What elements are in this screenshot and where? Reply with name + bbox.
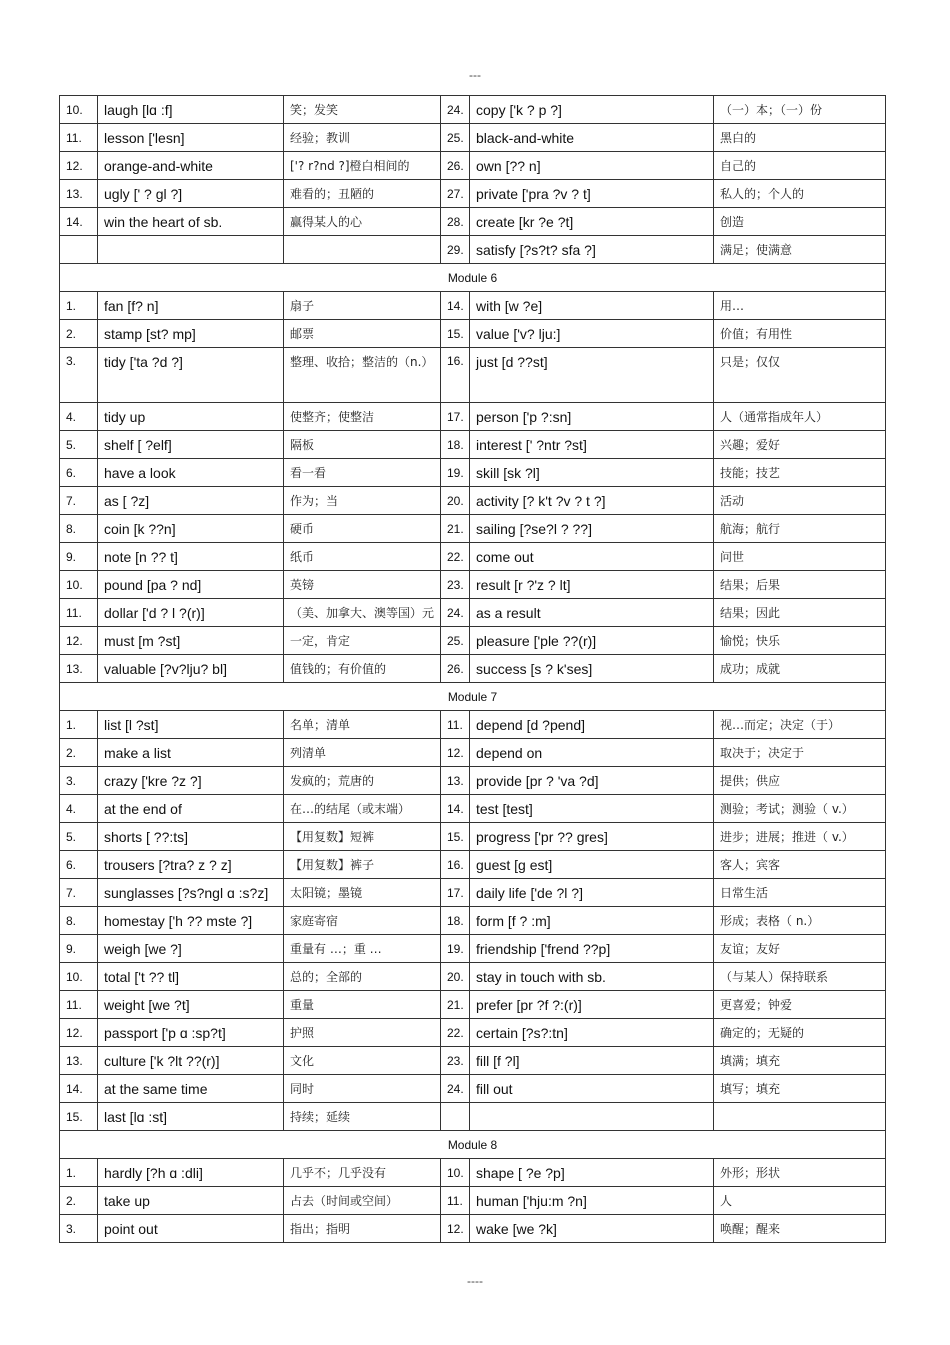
left-entry-number: 3. (60, 1215, 98, 1243)
right-entry-number: 25. (441, 627, 470, 655)
table-row (60, 459, 886, 487)
right-entry-number: 29. (441, 236, 470, 264)
left-entry-meaning: 【用复数】裤子 (284, 851, 441, 879)
left-entry-meaning: 发疯的；荒唐的 (284, 767, 441, 795)
right-entry-word: certain [?s?:tn] (470, 1019, 714, 1047)
left-entry-number: 4. (60, 795, 98, 823)
right-entry-word: success [s ? k'ses] (470, 655, 714, 683)
table-row (60, 348, 886, 403)
table-row (60, 543, 886, 571)
right-entry-number: 15. (441, 320, 470, 348)
left-entry-word: lesson ['lesn] (98, 124, 284, 152)
table-row (60, 851, 886, 879)
left-entry-meaning: 名单；清单 (284, 711, 441, 739)
right-entry-word: private ['pra ?v ? t] (470, 180, 714, 208)
right-entry-word: create [kr ?e ?t] (470, 208, 714, 236)
right-entry-word: daily life ['de ?l ?] (470, 879, 714, 907)
right-entry-meaning: 取决于；决定于 (714, 739, 886, 767)
left-entry-meaning: 同时 (284, 1075, 441, 1103)
left-entry-meaning: 护照 (284, 1019, 441, 1047)
right-entry-word: sailing [?se?l ? ??] (470, 515, 714, 543)
left-entry-number: 6. (60, 459, 98, 487)
left-entry-number: 1. (60, 711, 98, 739)
left-entry-word: homestay ['h ?? mste ?] (98, 907, 284, 935)
right-entry-number (441, 1103, 470, 1131)
right-entry-word: prefer [pr ?f ?:(r)] (470, 991, 714, 1019)
right-entry-number: 26. (441, 152, 470, 180)
left-entry-meaning: 整理、收拾；整洁的（n.） (284, 348, 441, 403)
right-entry-word: form [f ? :m] (470, 907, 714, 935)
table-row (60, 991, 886, 1019)
table-row (60, 599, 886, 627)
right-entry-number: 14. (441, 795, 470, 823)
left-entry-word: coin [k ??n] (98, 515, 284, 543)
left-entry-meaning: 邮票 (284, 320, 441, 348)
left-entry-number: 13. (60, 1047, 98, 1075)
left-entry-word: fan [f? n] (98, 292, 284, 320)
page-mark-bottom: ---- (467, 1274, 483, 1288)
right-entry-word: progress ['pr ?? ɡres] (470, 823, 714, 851)
right-entry-number: 16. (441, 348, 470, 403)
left-entry-number: 9. (60, 935, 98, 963)
right-entry-word: activity [? k't ?v ? t ?] (470, 487, 714, 515)
right-entry-meaning: 创造 (714, 208, 886, 236)
right-entry-word: as a result (470, 599, 714, 627)
right-entry-word: provide [pr ? 'va ?d] (470, 767, 714, 795)
right-entry-word: guest [ɡ est] (470, 851, 714, 879)
right-entry-number: 16. (441, 851, 470, 879)
left-entry-number: 13. (60, 180, 98, 208)
left-entry-number: 1. (60, 1159, 98, 1187)
right-entry-number: 11. (441, 1187, 470, 1215)
right-entry-word: with [w ?e] (470, 292, 714, 320)
right-entry-number: 12. (441, 739, 470, 767)
left-entry-meaning: 指出；指明 (284, 1215, 441, 1243)
right-entry-number: 21. (441, 515, 470, 543)
left-entry-word: trousers [?tra? z ? z] (98, 851, 284, 879)
table-row (60, 739, 886, 767)
left-entry-meaning: 重量有 …；重 … (284, 935, 441, 963)
right-entry-word: value ['v? lju:] (470, 320, 714, 348)
right-entry-meaning: 人 (714, 1187, 886, 1215)
right-entry-meaning: 愉悦；快乐 (714, 627, 886, 655)
left-entry-meaning: 经验；教训 (284, 124, 441, 152)
right-entry-number: 19. (441, 935, 470, 963)
left-entry-word: culture ['k ?lt ??(r)] (98, 1047, 284, 1075)
table-row (60, 320, 886, 348)
left-entry-word: valuable [?v?lju? bl] (98, 655, 284, 683)
right-entry-word: just [d ??st] (470, 348, 714, 403)
right-entry-number: 10. (441, 1159, 470, 1187)
right-entry-meaning: 黑白的 (714, 124, 886, 152)
right-entry-word: copy ['k ? p ?] (470, 96, 714, 124)
left-entry-number: 6. (60, 851, 98, 879)
table-row (60, 935, 886, 963)
left-entry-word: tidy ['ta ?d ?] (98, 348, 284, 403)
left-entry-word: as [ ?z] (98, 487, 284, 515)
right-entry-word: depend [d ?pend] (470, 711, 714, 739)
left-entry-word: sunglasses [?s?ngl ɑ :s?z] (98, 879, 284, 907)
right-entry-number: 23. (441, 1047, 470, 1075)
right-entry-meaning: 形成；表格（ n.） (714, 907, 886, 935)
table-row (60, 1159, 886, 1187)
left-entry-number: 7. (60, 487, 98, 515)
right-entry-meaning: 外形；形状 (714, 1159, 886, 1187)
left-entry-word (98, 236, 284, 264)
left-entry-word: have a look (98, 459, 284, 487)
left-entry-number: 11. (60, 599, 98, 627)
right-entry-meaning: 自己的 (714, 152, 886, 180)
table-row (60, 655, 886, 683)
left-entry-meaning: 在…的结尾（或末端） (284, 795, 441, 823)
table-row (60, 487, 886, 515)
right-entry-meaning: 只是；仅仅 (714, 348, 886, 403)
left-entry-word: dollar ['d ? l ?(r)] (98, 599, 284, 627)
left-entry-meaning: 占去（时间或空间） (284, 1187, 441, 1215)
left-entry-number: 15. (60, 1103, 98, 1131)
table-row (60, 1103, 886, 1131)
module-header-row (60, 264, 886, 292)
left-entry-number: 12. (60, 152, 98, 180)
right-entry-word: own [?? n] (470, 152, 714, 180)
left-entry-word: crazy ['kre ?z ?] (98, 767, 284, 795)
right-entry-meaning (714, 1103, 886, 1131)
left-entry-word: weigh [we ?] (98, 935, 284, 963)
right-entry-meaning: 填满；填充 (714, 1047, 886, 1075)
table-row (60, 236, 886, 264)
left-entry-meaning: 笑；发笑 (284, 96, 441, 124)
right-entry-meaning: 填写；填充 (714, 1075, 886, 1103)
left-entry-number: 9. (60, 543, 98, 571)
right-entry-word (470, 1103, 714, 1131)
right-entry-number: 13. (441, 767, 470, 795)
left-entry-number: 11. (60, 991, 98, 1019)
right-entry-meaning: 私人的；个人的 (714, 180, 886, 208)
module-header-row (60, 683, 886, 711)
table-row (60, 879, 886, 907)
right-entry-meaning: 确定的；无疑的 (714, 1019, 886, 1047)
right-entry-word: satisfy [?s?t? sfa ?] (470, 236, 714, 264)
right-entry-number: 22. (441, 543, 470, 571)
left-entry-meaning: 重量 (284, 991, 441, 1019)
table-row (60, 795, 886, 823)
left-entry-meaning: 【用复数】短裤 (284, 823, 441, 851)
left-entry-word: ugly [' ? ɡl ?] (98, 180, 284, 208)
table-row (60, 907, 886, 935)
left-entry-number: 8. (60, 515, 98, 543)
left-entry-word: point out (98, 1215, 284, 1243)
left-entry-meaning: 持续；延续 (284, 1103, 441, 1131)
table-row (60, 1187, 886, 1215)
right-entry-word: skill [sk ?l] (470, 459, 714, 487)
right-entry-word: pleasure ['ple ??(r)] (470, 627, 714, 655)
right-entry-number: 24. (441, 96, 470, 124)
right-entry-number: 17. (441, 403, 470, 431)
left-entry-meaning: 几乎不；几乎没有 (284, 1159, 441, 1187)
right-entry-word: human ['hju:m ?n] (470, 1187, 714, 1215)
table-row (60, 571, 886, 599)
left-entry-word: note [n ?? t] (98, 543, 284, 571)
left-entry-word: at the same time (98, 1075, 284, 1103)
left-entry-word: win the heart of sb. (98, 208, 284, 236)
right-entry-meaning: 唤醒；醒来 (714, 1215, 886, 1243)
left-entry-number: 1. (60, 292, 98, 320)
right-entry-number: 23. (441, 571, 470, 599)
right-entry-meaning: 满足；使满意 (714, 236, 886, 264)
right-entry-meaning: 用… (714, 292, 886, 320)
table-row (60, 1215, 886, 1243)
right-entry-word: test [test] (470, 795, 714, 823)
table-row (60, 627, 886, 655)
right-entry-number: 12. (441, 1215, 470, 1243)
right-entry-number: 20. (441, 963, 470, 991)
right-entry-meaning: 价值；有用性 (714, 320, 886, 348)
left-entry-meaning: （美、加拿大、澳等国）元 (284, 599, 441, 627)
right-entry-word: friendship ['frend ??p] (470, 935, 714, 963)
left-entry-number: 14. (60, 208, 98, 236)
right-entry-meaning: 提供；供应 (714, 767, 886, 795)
right-entry-meaning: 视…而定；决定（于） (714, 711, 886, 739)
right-entry-number: 20. (441, 487, 470, 515)
left-entry-word: pound [pa ? nd] (98, 571, 284, 599)
left-entry-number: 10. (60, 571, 98, 599)
right-entry-meaning: 活动 (714, 487, 886, 515)
right-entry-number: 24. (441, 599, 470, 627)
left-entry-meaning: 难看的；丑陋的 (284, 180, 441, 208)
left-entry-number: 4. (60, 403, 98, 431)
right-entry-meaning: 更喜爱；钟爱 (714, 991, 886, 1019)
left-entry-meaning: 使整齐；使整洁 (284, 403, 441, 431)
right-entry-meaning: （与某人）保持联系 (714, 963, 886, 991)
left-entry-word: passport ['p ɑ :sp?t] (98, 1019, 284, 1047)
left-entry-number: 5. (60, 823, 98, 851)
module-title: Module 6 (60, 264, 886, 292)
right-entry-number: 17. (441, 879, 470, 907)
right-entry-meaning: 结果；因此 (714, 599, 886, 627)
right-entry-word: fill out (470, 1075, 714, 1103)
right-entry-word: stay in touch with sb. (470, 963, 714, 991)
right-entry-meaning: 问世 (714, 543, 886, 571)
left-entry-number (60, 236, 98, 264)
left-entry-number: 2. (60, 1187, 98, 1215)
table-row (60, 823, 886, 851)
module-title: Module 7 (60, 683, 886, 711)
right-entry-number: 15. (441, 823, 470, 851)
right-entry-meaning: 航海；航行 (714, 515, 886, 543)
right-entry-number: 21. (441, 991, 470, 1019)
left-entry-word: take up (98, 1187, 284, 1215)
left-entry-word: must [m ?st] (98, 627, 284, 655)
left-entry-word: shorts [ ??:ts] (98, 823, 284, 851)
left-entry-meaning: 文化 (284, 1047, 441, 1075)
left-entry-word: stamp [st? mp] (98, 320, 284, 348)
left-entry-word: make a list (98, 739, 284, 767)
left-entry-word: hardly [?h ɑ :dli] (98, 1159, 284, 1187)
right-entry-word: come out (470, 543, 714, 571)
right-entry-word: black-and-white (470, 124, 714, 152)
left-entry-number: 8. (60, 907, 98, 935)
table-row (60, 124, 886, 152)
left-entry-number: 2. (60, 320, 98, 348)
left-entry-word: weight [we ?t] (98, 991, 284, 1019)
left-entry-meaning: 太阳镜；墨镜 (284, 879, 441, 907)
table-row (60, 963, 886, 991)
right-entry-number: 24. (441, 1075, 470, 1103)
left-entry-meaning: 家庭寄宿 (284, 907, 441, 935)
right-entry-meaning: 技能；技艺 (714, 459, 886, 487)
left-entry-number: 10. (60, 963, 98, 991)
left-entry-word: orange-and-white (98, 152, 284, 180)
left-entry-number: 3. (60, 767, 98, 795)
left-entry-number: 2. (60, 739, 98, 767)
table-row (60, 1019, 886, 1047)
left-entry-number: 12. (60, 1019, 98, 1047)
right-entry-number: 14. (441, 292, 470, 320)
left-entry-word: list [l ?st] (98, 711, 284, 739)
right-entry-word: shape [ ?e ?p] (470, 1159, 714, 1187)
left-entry-meaning: 隔板 (284, 431, 441, 459)
page-mark-top: --- (469, 68, 481, 82)
table-row (60, 180, 886, 208)
right-entry-number: 18. (441, 431, 470, 459)
left-entry-number: 7. (60, 879, 98, 907)
right-entry-number: 22. (441, 1019, 470, 1047)
module-header-row (60, 1131, 886, 1159)
left-entry-meaning: 一定，肯定 (284, 627, 441, 655)
left-entry-meaning: 总的；全部的 (284, 963, 441, 991)
table-row (60, 152, 886, 180)
left-entry-word: last [lɑ :st] (98, 1103, 284, 1131)
left-entry-meaning: 看一看 (284, 459, 441, 487)
right-entry-number: 25. (441, 124, 470, 152)
table-row (60, 1047, 886, 1075)
left-entry-meaning: ['? r?nd ?]橙白相间的 (284, 152, 441, 180)
right-entry-word: depend on (470, 739, 714, 767)
right-entry-meaning: （一）本；（一）份 (714, 96, 886, 124)
left-entry-number: 14. (60, 1075, 98, 1103)
right-entry-word: interest [' ?ntr ?st] (470, 431, 714, 459)
left-entry-word: total ['t ?? tl] (98, 963, 284, 991)
left-entry-number: 11. (60, 124, 98, 152)
table-row (60, 515, 886, 543)
table-row (60, 208, 886, 236)
left-entry-number: 5. (60, 431, 98, 459)
right-entry-meaning: 日常生活 (714, 879, 886, 907)
table-row (60, 292, 886, 320)
right-entry-meaning: 客人；宾客 (714, 851, 886, 879)
right-entry-meaning: 人（通常指成年人） (714, 403, 886, 431)
right-entry-word: fill [f ?l] (470, 1047, 714, 1075)
left-entry-meaning: 扇子 (284, 292, 441, 320)
left-entry-meaning: 英镑 (284, 571, 441, 599)
left-entry-number: 3. (60, 348, 98, 403)
table-row (60, 1075, 886, 1103)
vocabulary-table (59, 95, 886, 1243)
left-entry-meaning: 硬币 (284, 515, 441, 543)
table-row (60, 96, 886, 124)
right-entry-word: person ['p ?:sn] (470, 403, 714, 431)
module-title: Module 8 (60, 1131, 886, 1159)
right-entry-meaning: 结果；后果 (714, 571, 886, 599)
right-entry-number: 27. (441, 180, 470, 208)
left-entry-meaning: 作为；当 (284, 487, 441, 515)
left-entry-number: 13. (60, 655, 98, 683)
left-entry-meaning: 列清单 (284, 739, 441, 767)
right-entry-meaning: 友谊；友好 (714, 935, 886, 963)
left-entry-meaning: 值钱的；有价值的 (284, 655, 441, 683)
table-row (60, 431, 886, 459)
left-entry-word: laugh [lɑ :f] (98, 96, 284, 124)
left-entry-word: at the end of (98, 795, 284, 823)
right-entry-number: 28. (441, 208, 470, 236)
table-row (60, 767, 886, 795)
right-entry-meaning: 测验；考试；测验（ v.） (714, 795, 886, 823)
right-entry-word: result [r ?'z ? lt] (470, 571, 714, 599)
left-entry-number: 12. (60, 627, 98, 655)
right-entry-number: 19. (441, 459, 470, 487)
right-entry-word: wake [we ?k] (470, 1215, 714, 1243)
left-entry-meaning (284, 236, 441, 264)
right-entry-meaning: 兴趣；爱好 (714, 431, 886, 459)
right-entry-meaning: 进步；进展；推进（ v.） (714, 823, 886, 851)
right-entry-number: 26. (441, 655, 470, 683)
left-entry-meaning: 纸币 (284, 543, 441, 571)
table-row (60, 403, 886, 431)
left-entry-word: tidy up (98, 403, 284, 431)
left-entry-meaning: 赢得某人的心 (284, 208, 441, 236)
left-entry-number: 10. (60, 96, 98, 124)
right-entry-number: 18. (441, 907, 470, 935)
table-row (60, 711, 886, 739)
left-entry-word: shelf [ ?elf] (98, 431, 284, 459)
right-entry-meaning: 成功；成就 (714, 655, 886, 683)
right-entry-number: 11. (441, 711, 470, 739)
